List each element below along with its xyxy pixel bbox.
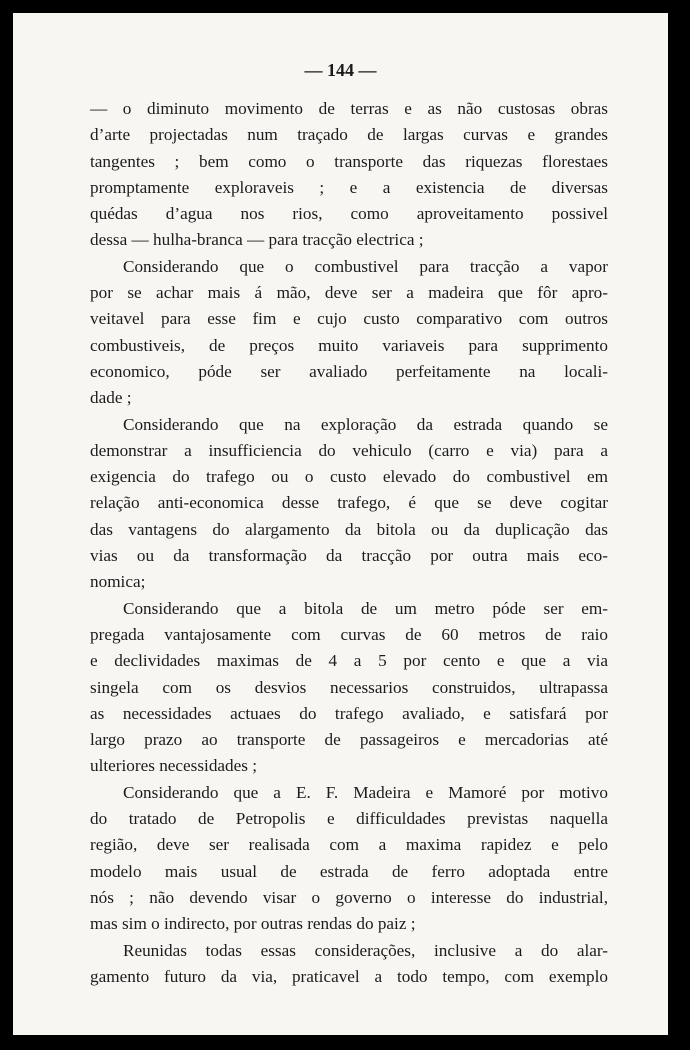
text-line: d’arte projectadas num traçado de largas curvas e grandes — [90, 125, 608, 145]
text-line: e declividades maximas de 4 a 5 por cento e que a via — [90, 651, 608, 671]
text-line: modelo mais usual de estrada de ferro adoptada entre — [90, 861, 608, 881]
text-line: do tratado de Petropolis e difficuldades previstas naquella — [90, 809, 608, 829]
text-line: combustiveis, de preços muito variaveis para supprimento — [90, 335, 608, 355]
paragraph — [90, 596, 608, 780]
paragraph — [90, 780, 608, 938]
text-line: largo prazo ao transporte de passageiros e mercadorias até — [90, 730, 608, 750]
text-line: quédas d’agua nos rios, como aproveitamento possivel — [90, 204, 608, 224]
paragraph — [90, 938, 608, 991]
text-line: tangentes ; bem como o transporte das riquezas florestaes — [90, 151, 608, 171]
text-line: demonstrar a insufficiencia do vehiculo (carro e via) para a — [90, 440, 608, 460]
document-page — [13, 13, 668, 1035]
text-line: economico, póde ser avaliado perfeitamente na locali- — [90, 361, 608, 381]
page-number: — 144 — — [304, 60, 377, 80]
text-line: as necessidades actuaes do trafego avaliado, e satisfará por — [90, 703, 608, 723]
text-line: Considerando que a bitola de um metro póde ser em- — [123, 598, 608, 618]
paragraph — [90, 254, 608, 412]
text-line: pregada vantajosamente com curvas de 60 metros de raio — [90, 624, 608, 644]
paragraph — [90, 412, 608, 596]
text-line: por se achar mais á mão, deve ser a madeira que fôr apro- — [90, 283, 608, 303]
paragraph — [90, 96, 608, 254]
text-line: região, deve ser realisada com a maxima rapidez e pelo — [90, 835, 608, 855]
text-line: Considerando que na exploração da estrada quando se — [123, 414, 608, 434]
text-line: Reunidas todas essas considerações, inclusive a do alar- — [123, 940, 608, 960]
text-line: gamento futuro da via, praticavel a todo tempo, com exemplo — [90, 966, 608, 986]
text-line: exigencia do trafego ou o custo elevado do combustivel em — [90, 467, 608, 487]
body-text — [90, 96, 608, 990]
text-line: ulteriores necessidades ; — [90, 756, 258, 776]
text-line: promptamente exploraveis ; e a existencia de diversas — [90, 177, 608, 197]
text-line: Considerando que a E. F. Madeira e Mamoré por motivo — [123, 782, 608, 802]
text-line: Considerando que o combustivel para tracção a vapor — [123, 256, 608, 276]
text-line: — o diminuto movimento de terras e as não custosas obras — [90, 99, 608, 118]
text-line: relação anti-economica desse trafego, é que se deve cogitar — [90, 493, 608, 513]
text-line: vias ou da transformação da tracção por outra mais eco- — [90, 546, 608, 566]
text-line: nós ; não devendo visar o governo o interesse do industrial, — [90, 887, 608, 907]
text-line: das vantagens do alargamento da bitola ou da duplicação das — [90, 519, 608, 539]
text-line: veitavel para esse fim e cujo custo comparativo com outros — [90, 309, 608, 329]
text-line: dade ; — [90, 388, 132, 408]
text-line: singela com os desvios necessarios construidos, ultrapassa — [90, 677, 608, 697]
text-line: mas sim o indirecto, por outras rendas do paiz ; — [90, 914, 416, 934]
text-line: dessa — hulha-branca — para tracção electrica ; — [90, 230, 424, 250]
text-line: nomica; — [90, 572, 146, 592]
